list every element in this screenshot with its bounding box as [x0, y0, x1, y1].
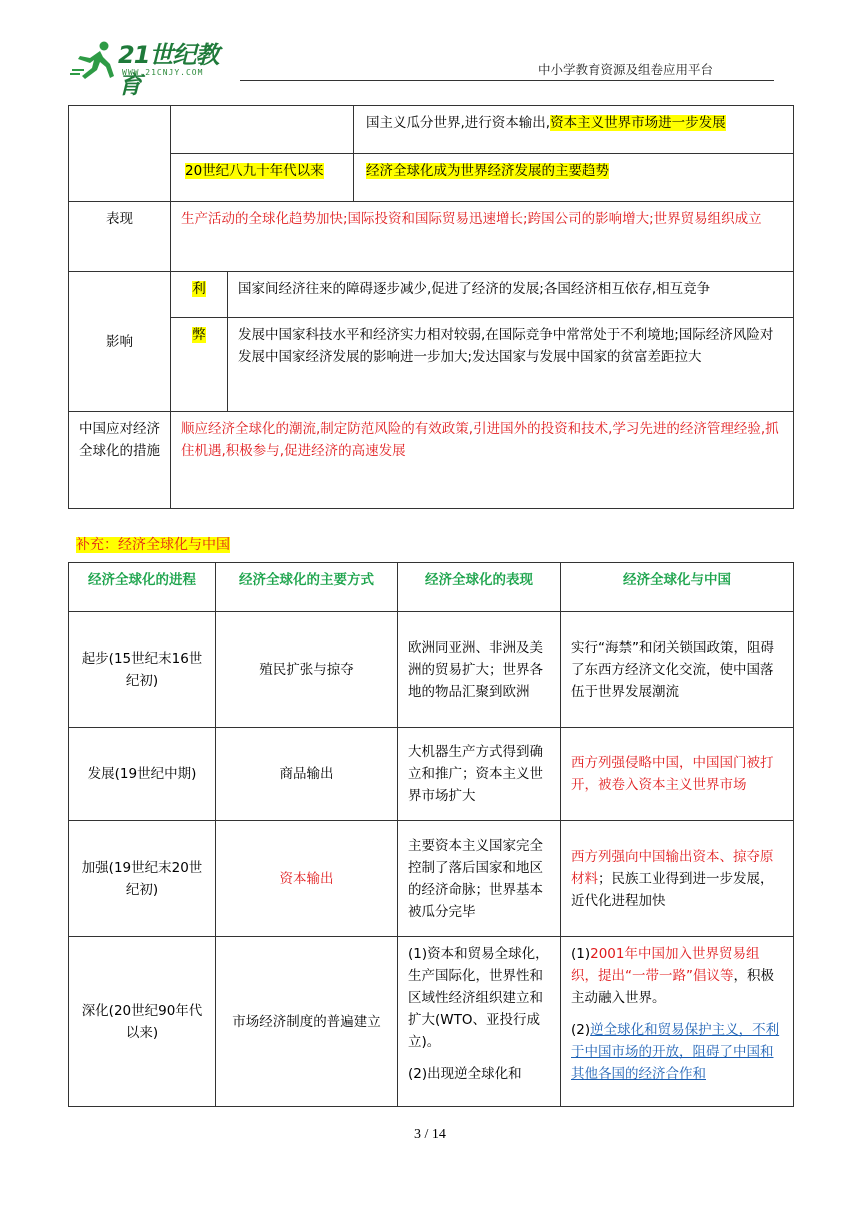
table-row	[69, 937, 794, 1107]
manifest-label: 表现	[69, 202, 171, 272]
row2-period: 20世纪八九十年代以来	[171, 154, 354, 202]
method-cell: 市场经济制度的普遍建立	[216, 937, 398, 1107]
method-cell: 殖民扩张与掠夺	[216, 612, 398, 728]
pro-content: 国家间经济往来的障碍逐步减少,促进了经济的发展;各国经济相互依存,相互竞争	[228, 272, 794, 318]
supplement-title: 补充：经济全球化与中国	[76, 537, 230, 553]
con-content: 发展中国家科技水平和经济实力相对较弱,在国际竞争中常常处于不利境地;国际经济风险对发展中国家经济发展的影响进一步加大;发达国家与发展中国家的贫富差距拉大	[228, 318, 794, 412]
china-cell: 西方列强向中国输出资本、掠夺原材料；民族工业得到进一步发展，近代化进程加快	[561, 821, 794, 937]
china-label: 中国应对经济全球化的措施	[69, 412, 171, 509]
header-china: 经济全球化与中国	[561, 563, 794, 612]
table-row	[69, 202, 794, 272]
table-row	[69, 728, 794, 821]
row2-content: 经济全球化成为世界经济发展的主要趋势	[354, 154, 794, 202]
table-row	[69, 154, 794, 202]
logo-url: WWW.21CNJY.COM	[122, 68, 204, 77]
table-row	[69, 612, 794, 728]
runner-logo-icon	[70, 40, 116, 80]
china-cell: 西方列强侵略中国，中国国门被打开，被卷入资本主义世界市场	[561, 728, 794, 821]
china-cell: (1)2001年中国加入世界贸易组织，提出“一带一路”倡议等，积极主动融入世界。 (2)逆全球化和贸易保护主义，不利于中国市场的开放，阻碍了中国和其他各国的经济合作和	[561, 937, 794, 1107]
china-content: 顺应经济全球化的潮流,制定防范风险的有效政策,引进国外的投资和技术,学习先进的经济管理经验,抓住机遇,积极参与,促进经济的高速发展	[171, 412, 794, 509]
header-stage: 经济全球化的进程	[69, 563, 216, 612]
manifest-cell: 主要资本主义国家完全控制了落后国家和地区的经济命脉；世界基本被瓜分完毕	[398, 821, 561, 937]
method-cell: 资本输出	[216, 821, 398, 937]
logo-text: 21世纪教育	[118, 41, 219, 99]
table-header-row	[69, 563, 794, 612]
method-cell: 商品输出	[216, 728, 398, 821]
china-cell: 实行“海禁”和闭关锁国政策，阻碍了东西方经济文化交流，使中国落伍于世界发展潮流	[561, 612, 794, 728]
stage-cell: 发展(19世纪中期)	[69, 728, 216, 821]
stage-cell: 深化(20世纪90年代以来)	[69, 937, 216, 1107]
manifest-cell: (1)资本和贸易全球化，生产国际化，世界性和区域性经济组织建立和扩大(WTO、亚投行成立)。 (2)出现逆全球化和	[398, 937, 561, 1107]
table-row	[69, 412, 794, 509]
table-row	[69, 318, 794, 412]
table-row	[69, 272, 794, 318]
impact-label: 影响	[69, 272, 171, 412]
row1-content: 国主义瓜分世界,进行资本输出,资本主义世界市场进一步发展	[354, 106, 794, 154]
manifest-cell: 大机器生产方式得到确立和推广；资本主义世界市场扩大	[398, 728, 561, 821]
logo	[70, 40, 240, 99]
header-manifest: 经济全球化的表现	[398, 563, 561, 612]
page-number: 3 / 14	[414, 1127, 446, 1142]
table-row	[69, 821, 794, 937]
stage-cell: 加强(19世纪末20世纪初)	[69, 821, 216, 937]
manifest-cell: 欧洲同亚洲、非洲及美洲的贸易扩大；世界各地的物品汇聚到欧洲	[398, 612, 561, 728]
platform-name: 中小学教育资源及组卷应用平台	[537, 62, 713, 77]
con-label: 弊	[171, 318, 228, 412]
globalization-table	[68, 105, 794, 509]
header-divider	[240, 80, 774, 81]
pro-label: 利	[171, 272, 228, 318]
stage-cell: 起步(15世纪末16世纪初)	[69, 612, 216, 728]
header-method: 经济全球化的主要方式	[216, 563, 398, 612]
table-row	[69, 106, 794, 154]
globalization-china-table	[68, 562, 794, 1107]
manifest-content: 生产活动的全球化趋势加快;国际投资和国际贸易迅速增长;跨国公司的影响增大;世界贸易组织成立	[171, 202, 794, 272]
